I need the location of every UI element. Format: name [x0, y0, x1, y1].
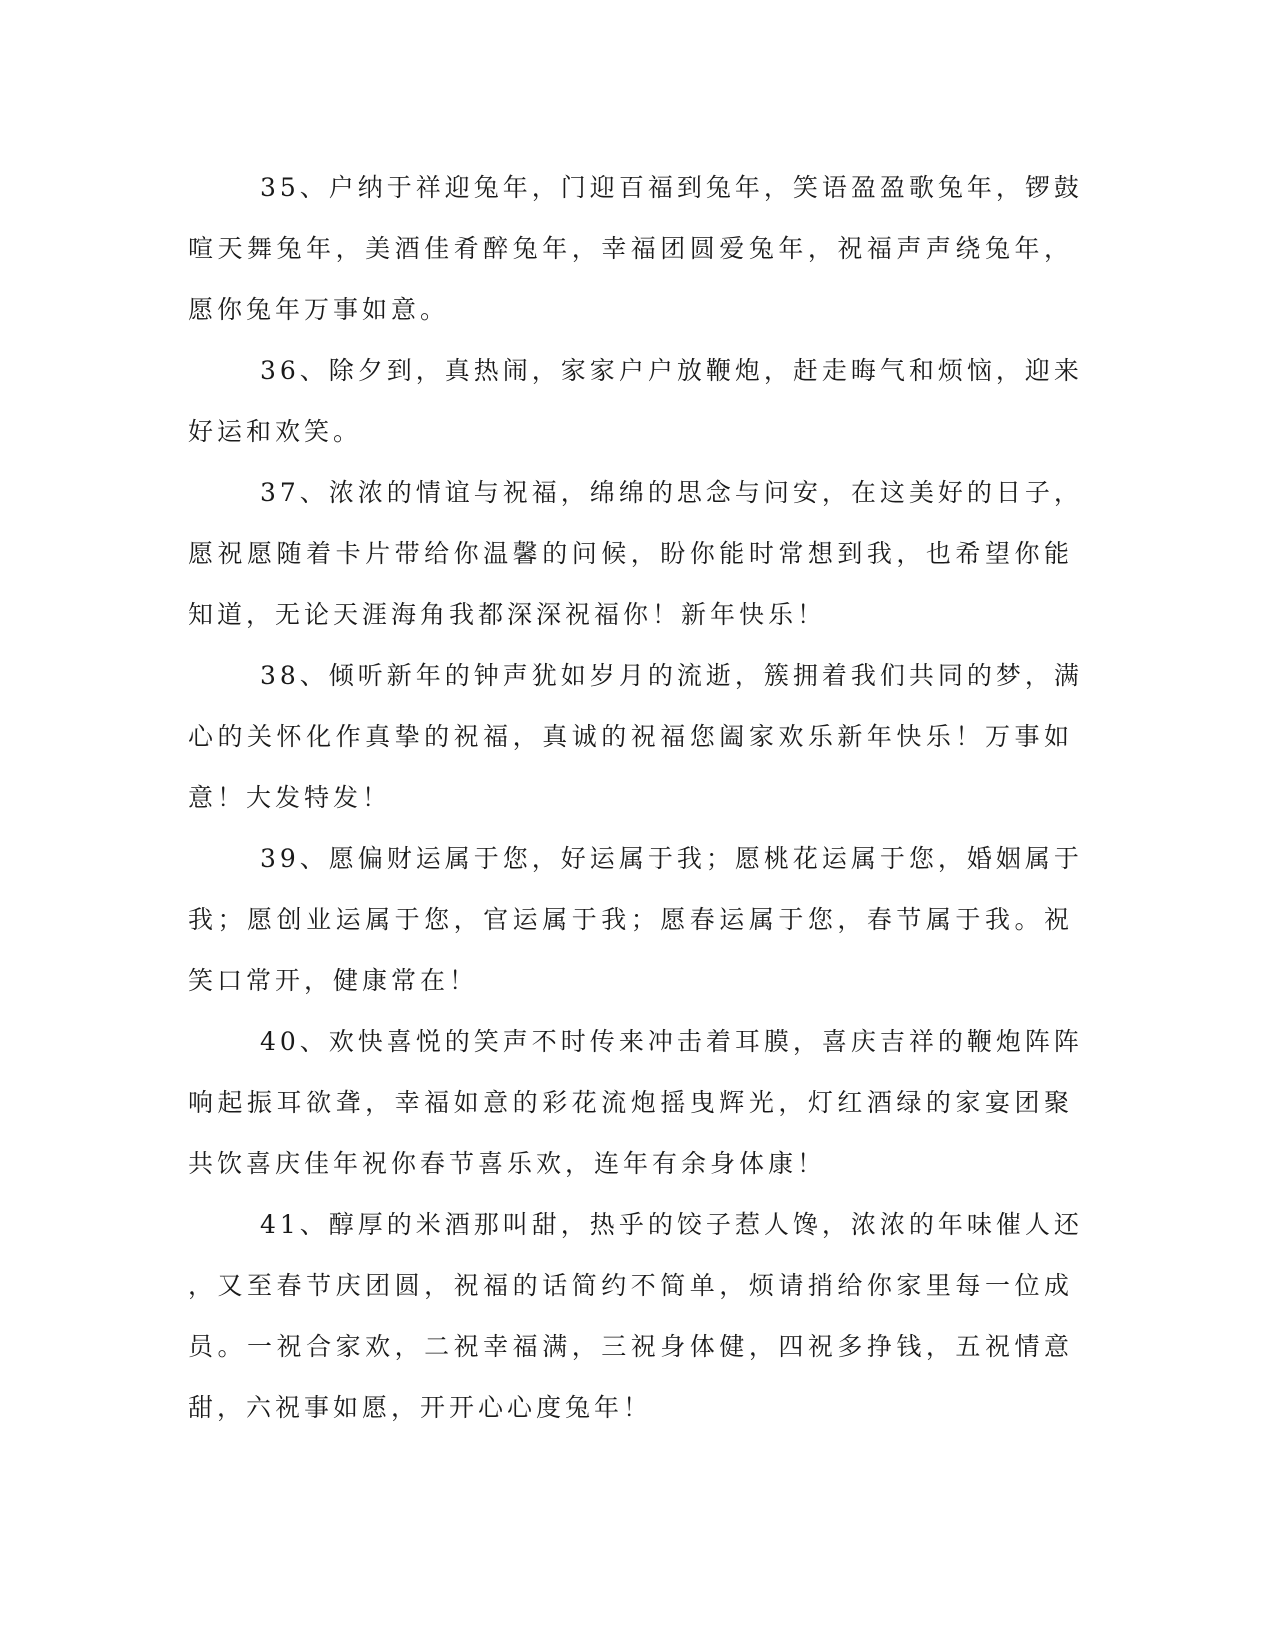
- document-body: [188, 157, 1083, 1438]
- text-line: ，又至春节庆团圆，祝福的话简约不简单，烦请捎给你家里每一位成: [188, 1271, 1073, 1300]
- text-line: 喧天舞兔年，美酒佳肴醉兔年，幸福团圆爱兔年，祝福声声绕兔年，: [188, 234, 1073, 263]
- paragraph-40: [188, 1011, 1083, 1194]
- text-line: 愿祝愿随着卡片带给你温馨的问候，盼你能时常想到我，也希望你能: [188, 539, 1073, 568]
- text-line: 意！大发特发！: [188, 783, 392, 812]
- text-line: 好运和欢笑。: [188, 417, 363, 446]
- text-line: 36、除夕到，真热闹，家家户户放鞭炮，赶走晦气和烦恼，迎来: [260, 356, 1083, 385]
- text-line: 笑口常开，健康常在！: [188, 966, 479, 995]
- text-line: 41、醇厚的米酒那叫甜，热乎的饺子惹人馋，浓浓的年味催人还: [260, 1210, 1083, 1239]
- paragraph-39: [188, 828, 1083, 1011]
- text-line: 37、浓浓的情谊与祝福，绵绵的思念与问安，在这美好的日子，: [260, 478, 1083, 507]
- paragraph-35: [188, 157, 1083, 340]
- text-line: 心的关怀化作真挚的祝福，真诚的祝福您阖家欢乐新年快乐！万事如: [188, 722, 1073, 751]
- text-line: 35、户纳于祥迎兔年，门迎百福到兔年，笑语盈盈歌兔年，锣鼓: [260, 173, 1083, 202]
- text-line: 愿你兔年万事如意。: [188, 295, 450, 324]
- text-line: 我；愿创业运属于您，官运属于我；愿春运属于您，春节属于我。祝: [188, 905, 1073, 934]
- text-line: 甜，六祝事如愿，开开心心度兔年！: [188, 1393, 653, 1422]
- paragraph-41: [188, 1194, 1083, 1438]
- paragraph-36: [188, 340, 1083, 462]
- text-line: 38、倾听新年的钟声犹如岁月的流逝，簇拥着我们共同的梦，满: [260, 661, 1083, 690]
- text-line: 响起振耳欲聋，幸福如意的彩花流炮摇曳辉光，灯红酒绿的家宴团聚: [188, 1088, 1073, 1117]
- text-line: 39、愿偏财运属于您，好运属于我；愿桃花运属于您，婚姻属于: [260, 844, 1083, 873]
- paragraph-38: [188, 645, 1083, 828]
- paragraph-37: [188, 462, 1083, 645]
- text-line: 员。一祝合家欢，二祝幸福满，三祝身体健，四祝多挣钱，五祝情意: [188, 1332, 1073, 1361]
- text-line: 共饮喜庆佳年祝你春节喜乐欢，连年有余身体康！: [188, 1149, 827, 1178]
- text-line: 知道，无论天涯海角我都深深祝福你！新年快乐！: [188, 600, 827, 629]
- text-line: 40、欢快喜悦的笑声不时传来冲击着耳膜，喜庆吉祥的鞭炮阵阵: [260, 1027, 1083, 1056]
